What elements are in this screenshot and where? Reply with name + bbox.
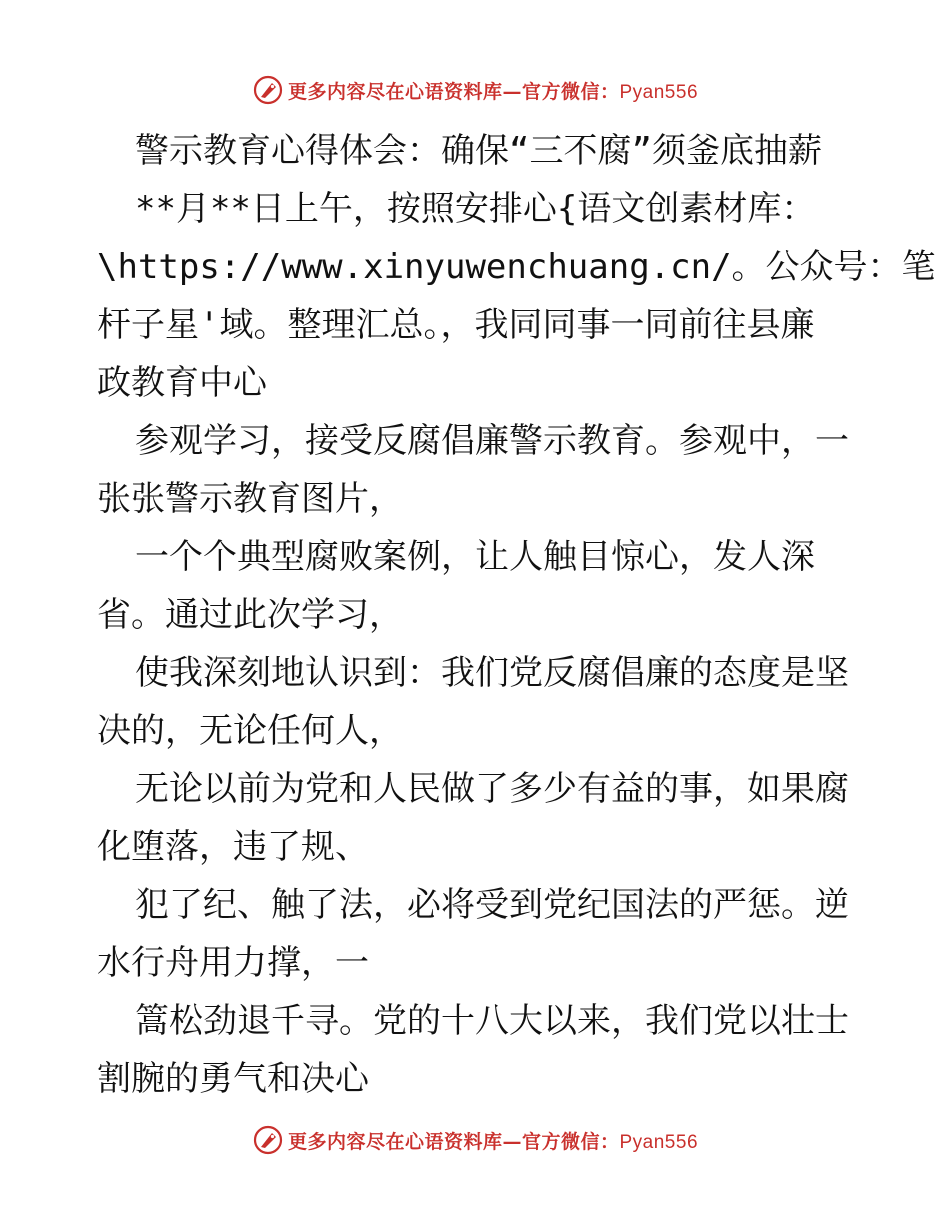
paragraph-line: 参观学习，接受反腐倡廉警示教育。参观中，一 [135,421,849,461]
footer-banner [0,1120,950,1160]
paragraph-line: 张张警示教育图片， [97,479,403,519]
paragraph-line: 犯了纪、触了法，必将受到党纪国法的严惩。逆 [135,885,849,925]
paragraph-line: 使我深刻地认识到：我们党反腐倡廉的态度是坚 [135,653,849,693]
header-wechat-id: Pyan556 [619,81,699,103]
paragraph-line: **月**日上午，按照安排心{语文创素材库： [135,189,816,229]
paragraph-line: 决的，无论任何人， [97,711,403,751]
paragraph-line: 政教育中心 [97,363,267,403]
paragraph-line: 无论以前为党和人民做了多少有益的事，如果腐 [135,769,849,809]
paragraph-line: 省。通过此次学习， [97,595,403,635]
pen-nib-logo-icon [252,1124,284,1156]
header-banner [0,70,950,110]
document-title: 警示教育心得体会：确保“三不腐”须釜底抽薪 [135,131,822,171]
document-body [97,122,936,1108]
paragraph-line: 杆子星'域。整理汇总。，我同同事一同前往县廉 [97,305,815,345]
paragraph-line: 化堕落，违了规、 [97,827,369,867]
paragraph-line: 割腕的勇气和决心 [97,1059,369,1099]
footer-banner-text: 更多内容尽在心语资料库—官方微信：Pyan556 [287,1130,699,1153]
header-banner-text: 更多内容尽在心语资料库—官方微信：Pyan556 [287,80,699,103]
paragraph-line: 篙松劲退千寻。党的十八大以来，我们党以壮士 [135,1001,849,1041]
pen-nib-logo-icon [252,74,284,106]
paragraph-line: 一个个典型腐败案例，让人触目惊心，发人深 [135,537,815,577]
footer-wechat-id: Pyan556 [619,1131,699,1153]
paragraph-line: 水行舟用力撑，一 [97,943,369,983]
paragraph-line: \https://www.xinyuwenchuang.cn/。公众号：笔 [97,247,936,287]
